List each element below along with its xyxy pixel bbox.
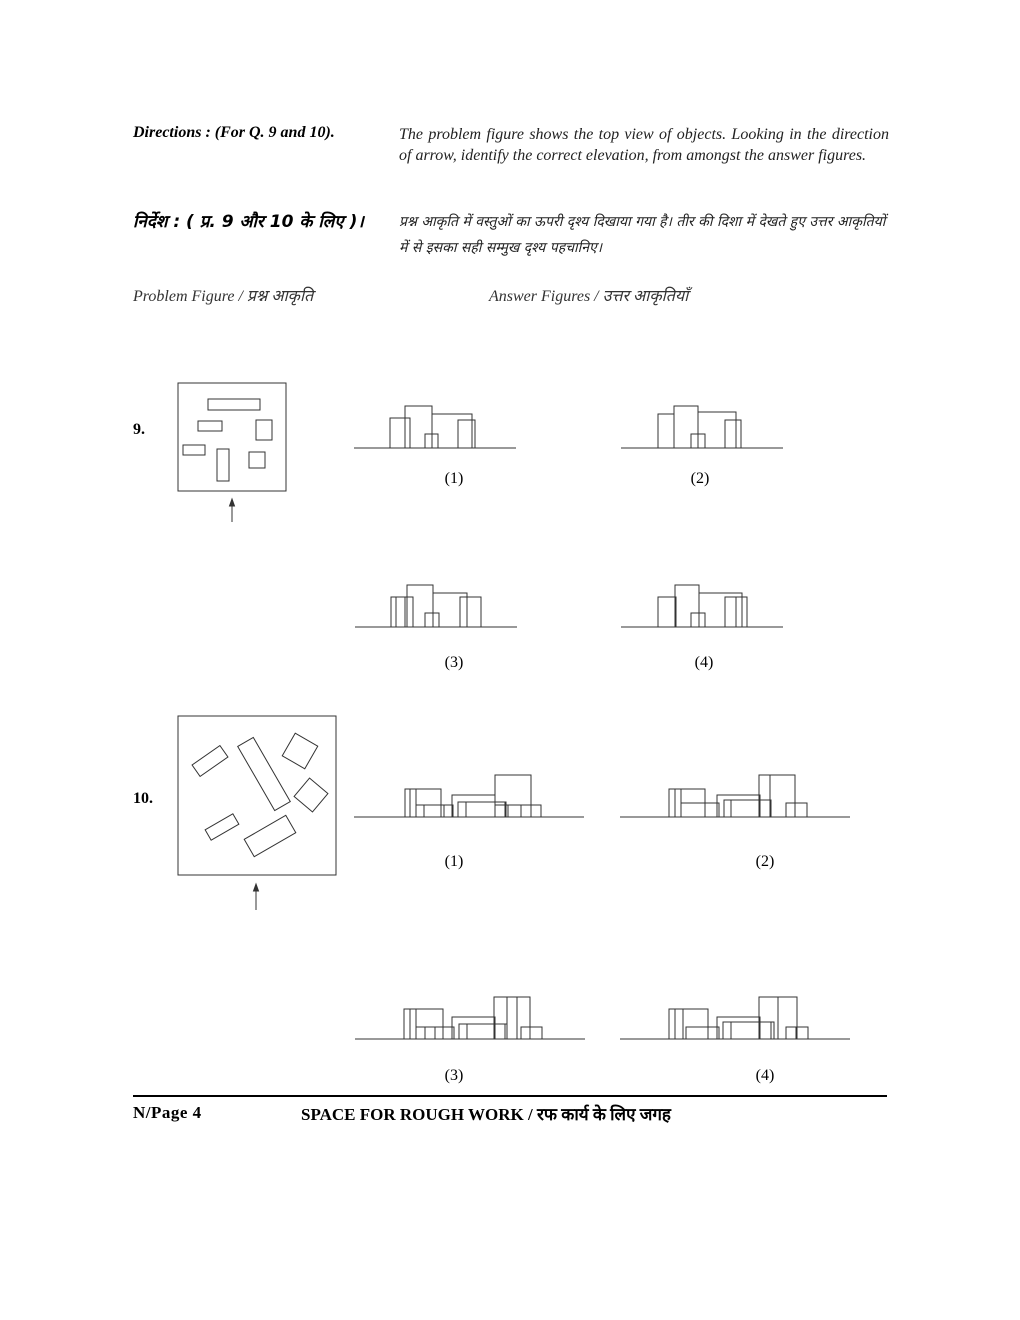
q10-answer-4 xyxy=(620,992,852,1044)
directions-label-hindi: निर्देश : ( प्र. 9 और 10 के लिए )। xyxy=(133,212,364,232)
footer-divider xyxy=(133,1095,887,1097)
q9-option-3-label: (3) xyxy=(444,654,464,671)
q9-problem-figure xyxy=(176,382,288,527)
directions-text-hindi: प्रश्न आकृति में वस्तुओं का ऊपरी दृश्य दिखाया गया है। तीर की दिशा में देखते हुए उत्तर आकृतियों में से इसका सही सम्मुख दृश्य पहचानिए। xyxy=(399,214,886,256)
q10-answer-1 xyxy=(354,770,586,822)
q9-option-4-label: (4) xyxy=(694,654,714,671)
q10-answer-2 xyxy=(620,770,852,822)
q10-answer-3 xyxy=(355,992,587,1044)
question-10-number: 10. xyxy=(133,790,153,807)
answer-figures-header: Answer Figures / उत्तर आकृतियाँ xyxy=(489,288,689,305)
q10-option-2-label: (2) xyxy=(755,853,775,870)
directions-text: The problem figure shows the top view of objects. Looking in the direction of arrow, identify the correct elevation, from amongst the answer figures. xyxy=(399,126,889,164)
q10-option-1-label: (1) xyxy=(444,853,464,870)
q9-answer-2 xyxy=(621,402,785,452)
q9-option-2-label: (2) xyxy=(690,470,710,487)
q10-problem-figure xyxy=(176,715,340,915)
q9-answer-1 xyxy=(354,402,518,452)
q9-answer-3 xyxy=(355,581,519,631)
directions-label: Directions : (For Q. 9 and 10). xyxy=(133,124,335,141)
page-number: N/Page 4 xyxy=(133,1103,202,1122)
rough-work-label: SPACE FOR ROUGH WORK / रफ कार्य के लिए जगह xyxy=(301,1105,671,1124)
question-9-number: 9. xyxy=(133,421,145,438)
q9-answer-4 xyxy=(621,581,785,631)
q10-option-3-label: (3) xyxy=(444,1067,464,1084)
q9-option-1-label: (1) xyxy=(444,470,464,487)
problem-figure-header: Problem Figure / प्रश्न आकृति xyxy=(133,288,314,305)
q10-option-4-label: (4) xyxy=(755,1067,775,1084)
